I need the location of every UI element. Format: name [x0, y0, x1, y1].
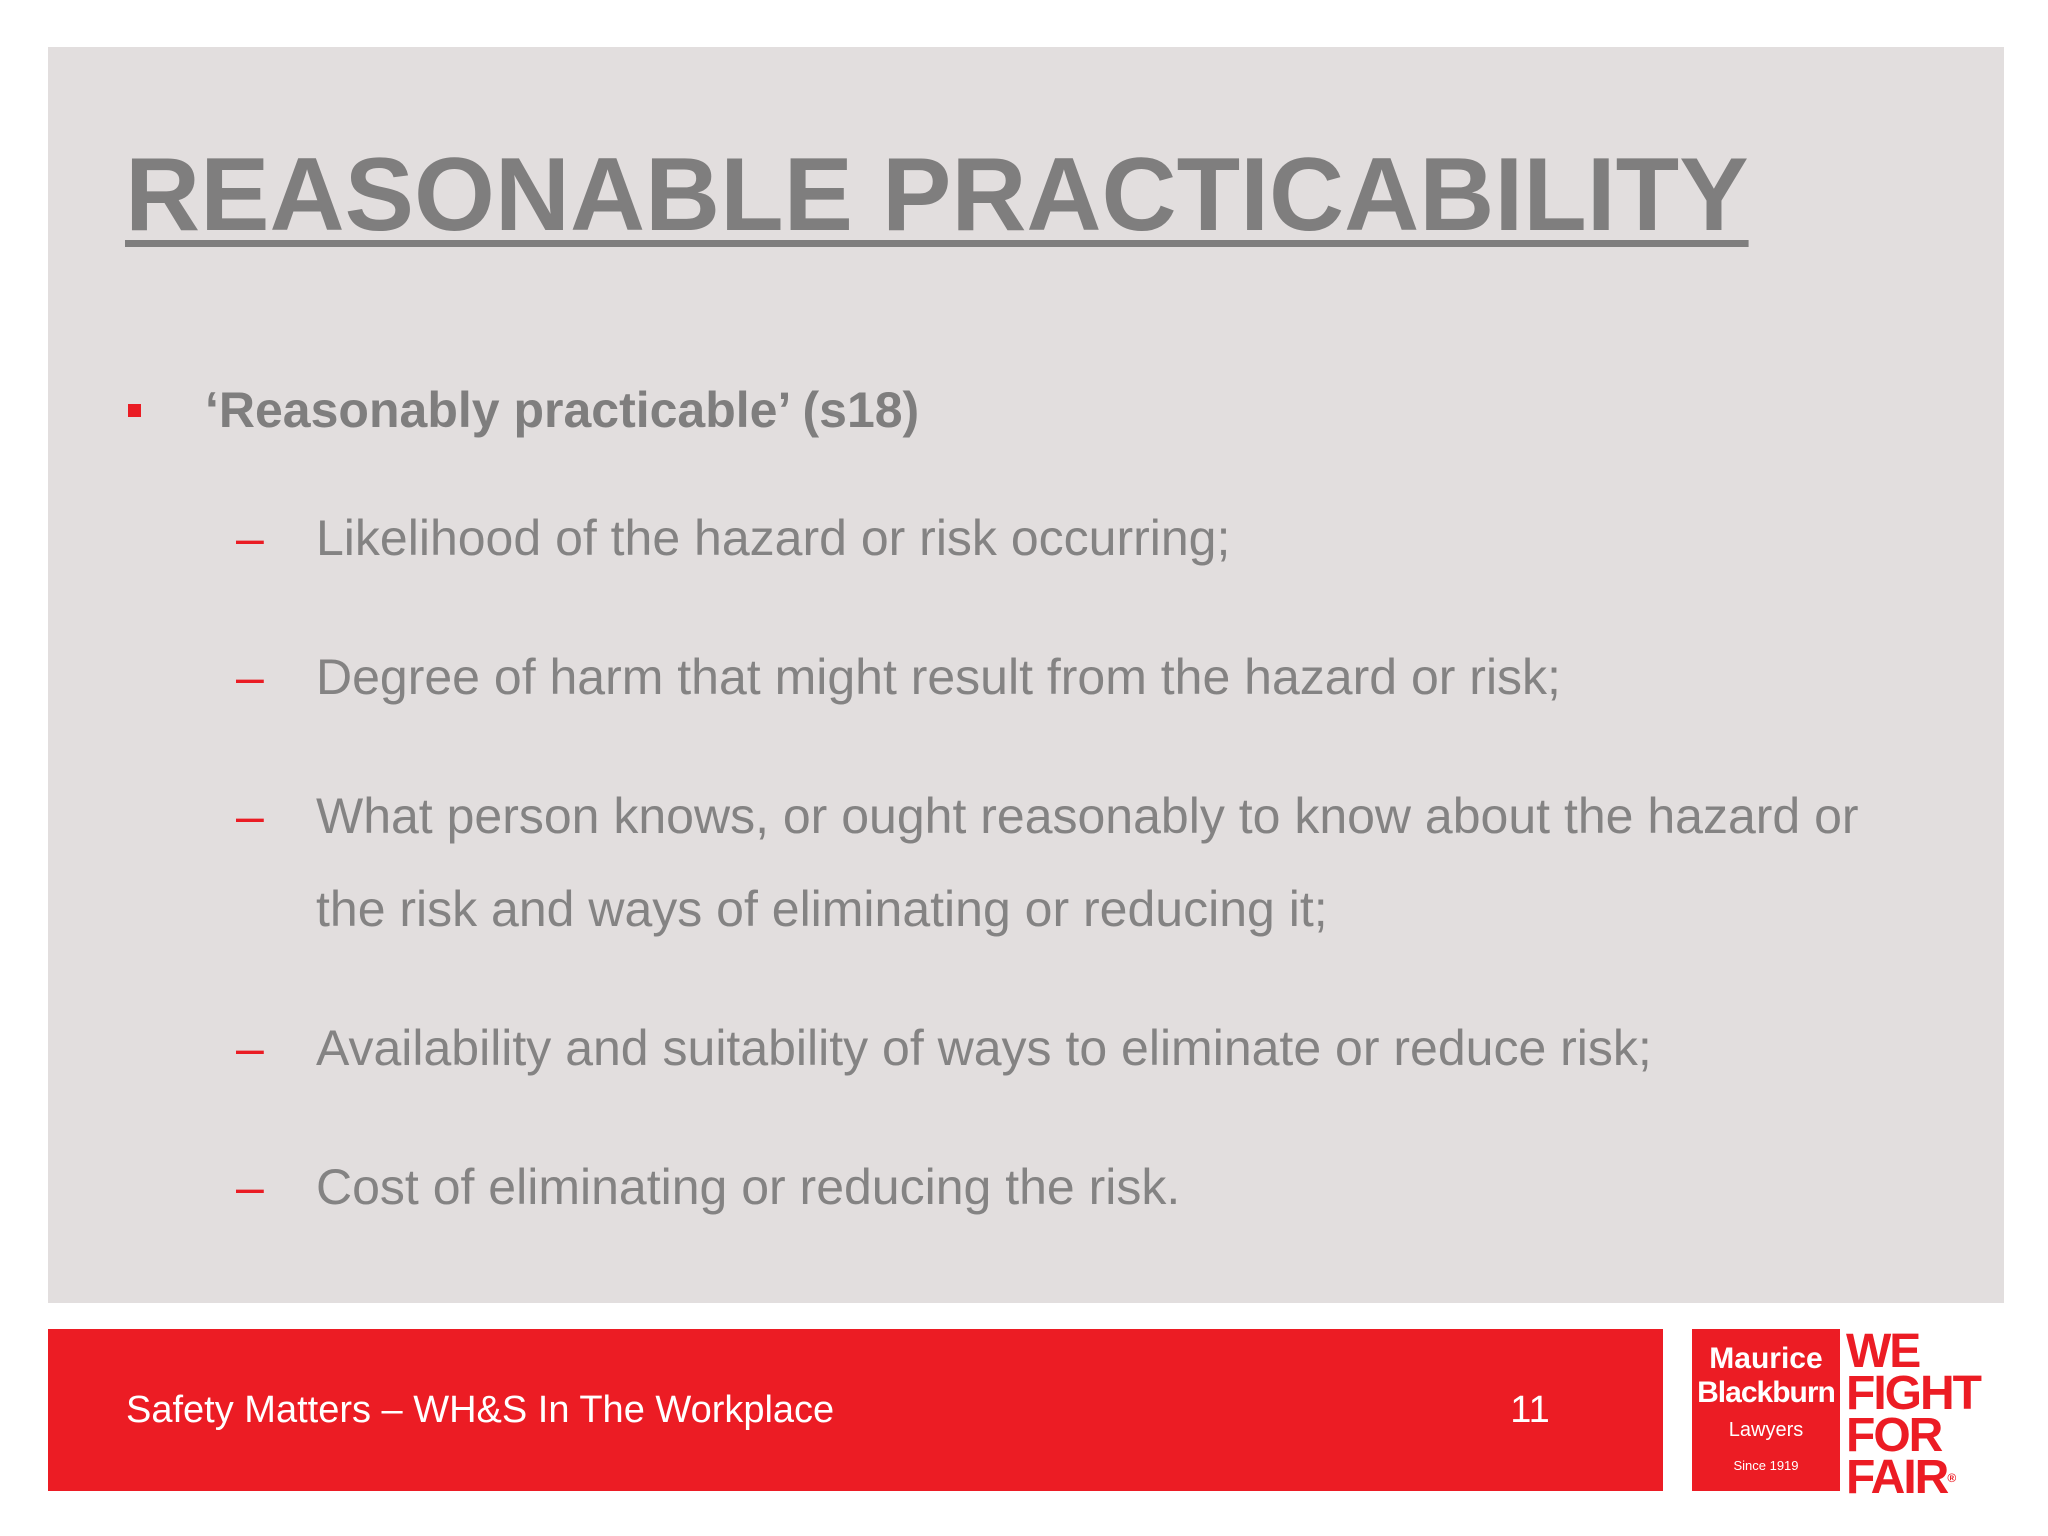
- page-number: 11: [1510, 1389, 1550, 1431]
- slide-title: REASONABLE PRACTICABILITY: [125, 137, 1749, 253]
- footer-title: Safety Matters – WH&S In The Workplace: [126, 1389, 835, 1431]
- dash-bullet-icon: –: [236, 788, 264, 844]
- dash-bullet-icon: –: [236, 649, 264, 705]
- sub-bullet-text: Availability and suitability of ways to eliminate or reduce risk;: [316, 1020, 1652, 1076]
- sub-bullet-item: [236, 770, 1936, 956]
- sub-bullet-item: [236, 492, 1936, 585]
- slogan-fair-text: FAIR: [1846, 1451, 1948, 1504]
- logo-line-maurice: Maurice: [1709, 1342, 1823, 1375]
- sub-bullet-text: Degree of harm that might result from the hazard or risk;: [316, 649, 1561, 705]
- slogan-line-for: FOR: [1846, 1409, 1942, 1462]
- sub-bullet-text: Likelihood of the hazard or risk occurring;: [316, 510, 1231, 566]
- main-bullet-text: ‘Reasonably practicable’ (s18): [205, 382, 920, 438]
- sub-bullet-text: What person knows, or ought reasonably to know about the hazard or the risk and ways of eliminating or reducing it;: [316, 788, 1859, 937]
- dash-bullet-icon: –: [236, 510, 264, 566]
- dash-bullet-icon: –: [236, 1159, 264, 1215]
- logo-line-blackburn: Blackburn: [1697, 1376, 1835, 1409]
- logo-line-lawyers: Lawyers: [1728, 1419, 1804, 1441]
- registered-mark: ®: [1947, 1471, 1957, 1485]
- dash-bullet-icon: –: [236, 1020, 264, 1076]
- main-bullet: [128, 375, 919, 445]
- slogan-line-fight: FIGHT: [1846, 1367, 1980, 1420]
- slogan-line-fair: [1846, 1451, 1957, 1504]
- sub-bullet-text: Cost of eliminating or reducing the risk.: [316, 1159, 1181, 1215]
- square-bullet-icon: [128, 404, 141, 417]
- sub-bullet-item: [236, 631, 1936, 724]
- slogan-logo: [1846, 1325, 2046, 1504]
- sub-bullet-item: [236, 1002, 1936, 1095]
- slogan-line-we: WE: [1846, 1325, 1920, 1378]
- sub-bullet-item: [236, 1141, 1936, 1234]
- maurice-blackburn-logo: [1692, 1329, 1840, 1491]
- logo-line-since: Since 1919: [1733, 1458, 1799, 1473]
